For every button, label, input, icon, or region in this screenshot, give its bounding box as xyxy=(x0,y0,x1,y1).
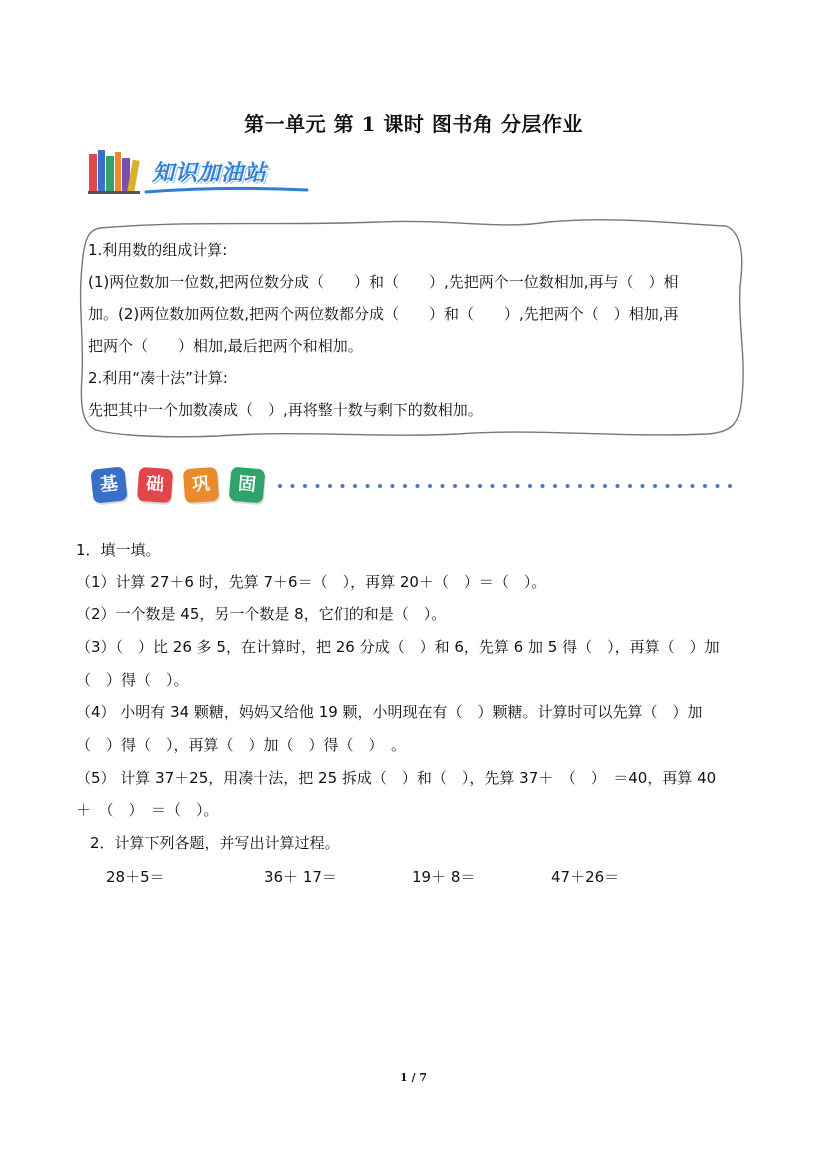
knowledge-content xyxy=(88,234,728,426)
question-1-title: 1．填一填。 xyxy=(76,541,161,559)
knowledge-box xyxy=(78,216,746,438)
question-line: （3）（ ）比 26 多 5，在计算时，把 26 分成（ ）和 6，先算 6 加 5 得（ ），再算（ ）加 xyxy=(76,638,720,656)
divider-dot xyxy=(666,484,670,488)
tile-chu: 础 xyxy=(137,467,173,503)
divider-dot xyxy=(653,484,657,488)
divider-dot xyxy=(616,484,620,488)
divider-dot xyxy=(541,484,545,488)
divider-dot xyxy=(591,484,595,488)
divider-dot xyxy=(516,484,520,488)
question-2-title: 2．计算下列各题，并写出计算过程。 xyxy=(90,834,340,852)
divider-dot xyxy=(728,484,732,488)
divider-dot xyxy=(328,484,332,488)
knowledge-line: 2.利用“凑十法”计算: xyxy=(88,369,228,387)
divider-dot xyxy=(341,484,345,488)
divider-dot xyxy=(453,484,457,488)
divider-dot xyxy=(491,484,495,488)
calc-item: 47＋26＝ xyxy=(551,868,620,886)
knowledge-line: 先把其中一个加数凑成（ ）,再将整十数与剩下的数相加。 xyxy=(88,401,483,419)
divider-dot xyxy=(628,484,632,488)
divider-dot xyxy=(416,484,420,488)
knowledge-line: 把两个（ ）相加,最后把两个和相加。 xyxy=(88,337,363,355)
divider-dot xyxy=(353,484,357,488)
divider-dot xyxy=(478,484,482,488)
question-line: （5） 计算 37＋25，用凑十法，把 25 拆成（ ）和（ ），先算 37＋ （ ） ＝40，再算 40 xyxy=(76,769,717,787)
question-line: （ ）得（ ）。 xyxy=(76,671,189,689)
question-line: （1）计算 27＋6 时，先算 7＋6＝（ ），再算 20＋（ ）＝（ ）。 xyxy=(76,573,547,591)
divider-dot xyxy=(553,484,557,488)
page-number: 1 / 7 xyxy=(400,1071,427,1084)
divider-dot xyxy=(391,484,395,488)
divider-dot xyxy=(403,484,407,488)
question-line: （2）一个数是 45，另一个数是 8，它们的和是（ ）。 xyxy=(76,605,447,623)
divider-dot xyxy=(466,484,470,488)
divider-dot xyxy=(641,484,645,488)
tile-ji: 基 xyxy=(90,466,127,503)
divider-dot xyxy=(603,484,607,488)
calc-item: 36＋ 17＝ xyxy=(264,868,337,886)
knowledge-line: 加。(2)两位数加两位数,把两个两位数都分成（ ）和（ ）,先把两个（ ）相加,再 xyxy=(88,305,679,323)
divider-dot xyxy=(678,484,682,488)
calc-item: 28＋5＝ xyxy=(106,868,165,886)
divider-dot xyxy=(503,484,507,488)
divider-dot xyxy=(278,484,282,488)
divider-dot xyxy=(703,484,707,488)
knowledge-line: 1.利用数的组成计算: xyxy=(88,241,228,259)
divider-dot xyxy=(528,484,532,488)
question-line: （4） 小明有 34 颗糖，妈妈又给他 19 颗，小明现在有（ ）颗糖。计算时可以先算（ ）加 xyxy=(76,703,703,721)
question-line: （ ）得（ ），再算（ ）加（ ）得（ ） 。 xyxy=(76,736,407,754)
question-line: ＋ （ ） ＝（ ）。 xyxy=(76,801,219,819)
knowledge-section-header xyxy=(88,148,318,198)
divider-dot xyxy=(378,484,382,488)
page-title: 第一单元 第 1 课时 图书角 分层作业 xyxy=(244,112,583,136)
basic-section-header xyxy=(86,460,746,520)
knowledge-line: (1)两位数加一位数,把两位数分成（ ）和（ ）,先把两个一位数相加,再与（ ）相 xyxy=(88,273,679,291)
divider-dot xyxy=(316,484,320,488)
divider-dot xyxy=(291,484,295,488)
divider-dot xyxy=(566,484,570,488)
divider-dot xyxy=(366,484,370,488)
divider-dot xyxy=(691,484,695,488)
books-icon xyxy=(88,148,144,194)
divider-dot xyxy=(716,484,720,488)
tile-gu: 固 xyxy=(229,467,266,504)
knowledge-section-title: 知识加油站 xyxy=(152,161,268,186)
divider-dot xyxy=(428,484,432,488)
calc-item: 19＋ 8＝ xyxy=(412,868,476,886)
divider-dot xyxy=(441,484,445,488)
tile-gong: 巩 xyxy=(183,467,219,503)
divider-dot xyxy=(578,484,582,488)
dotted-divider xyxy=(276,482,746,490)
underline-swoosh xyxy=(144,186,309,194)
divider-dot xyxy=(303,484,307,488)
